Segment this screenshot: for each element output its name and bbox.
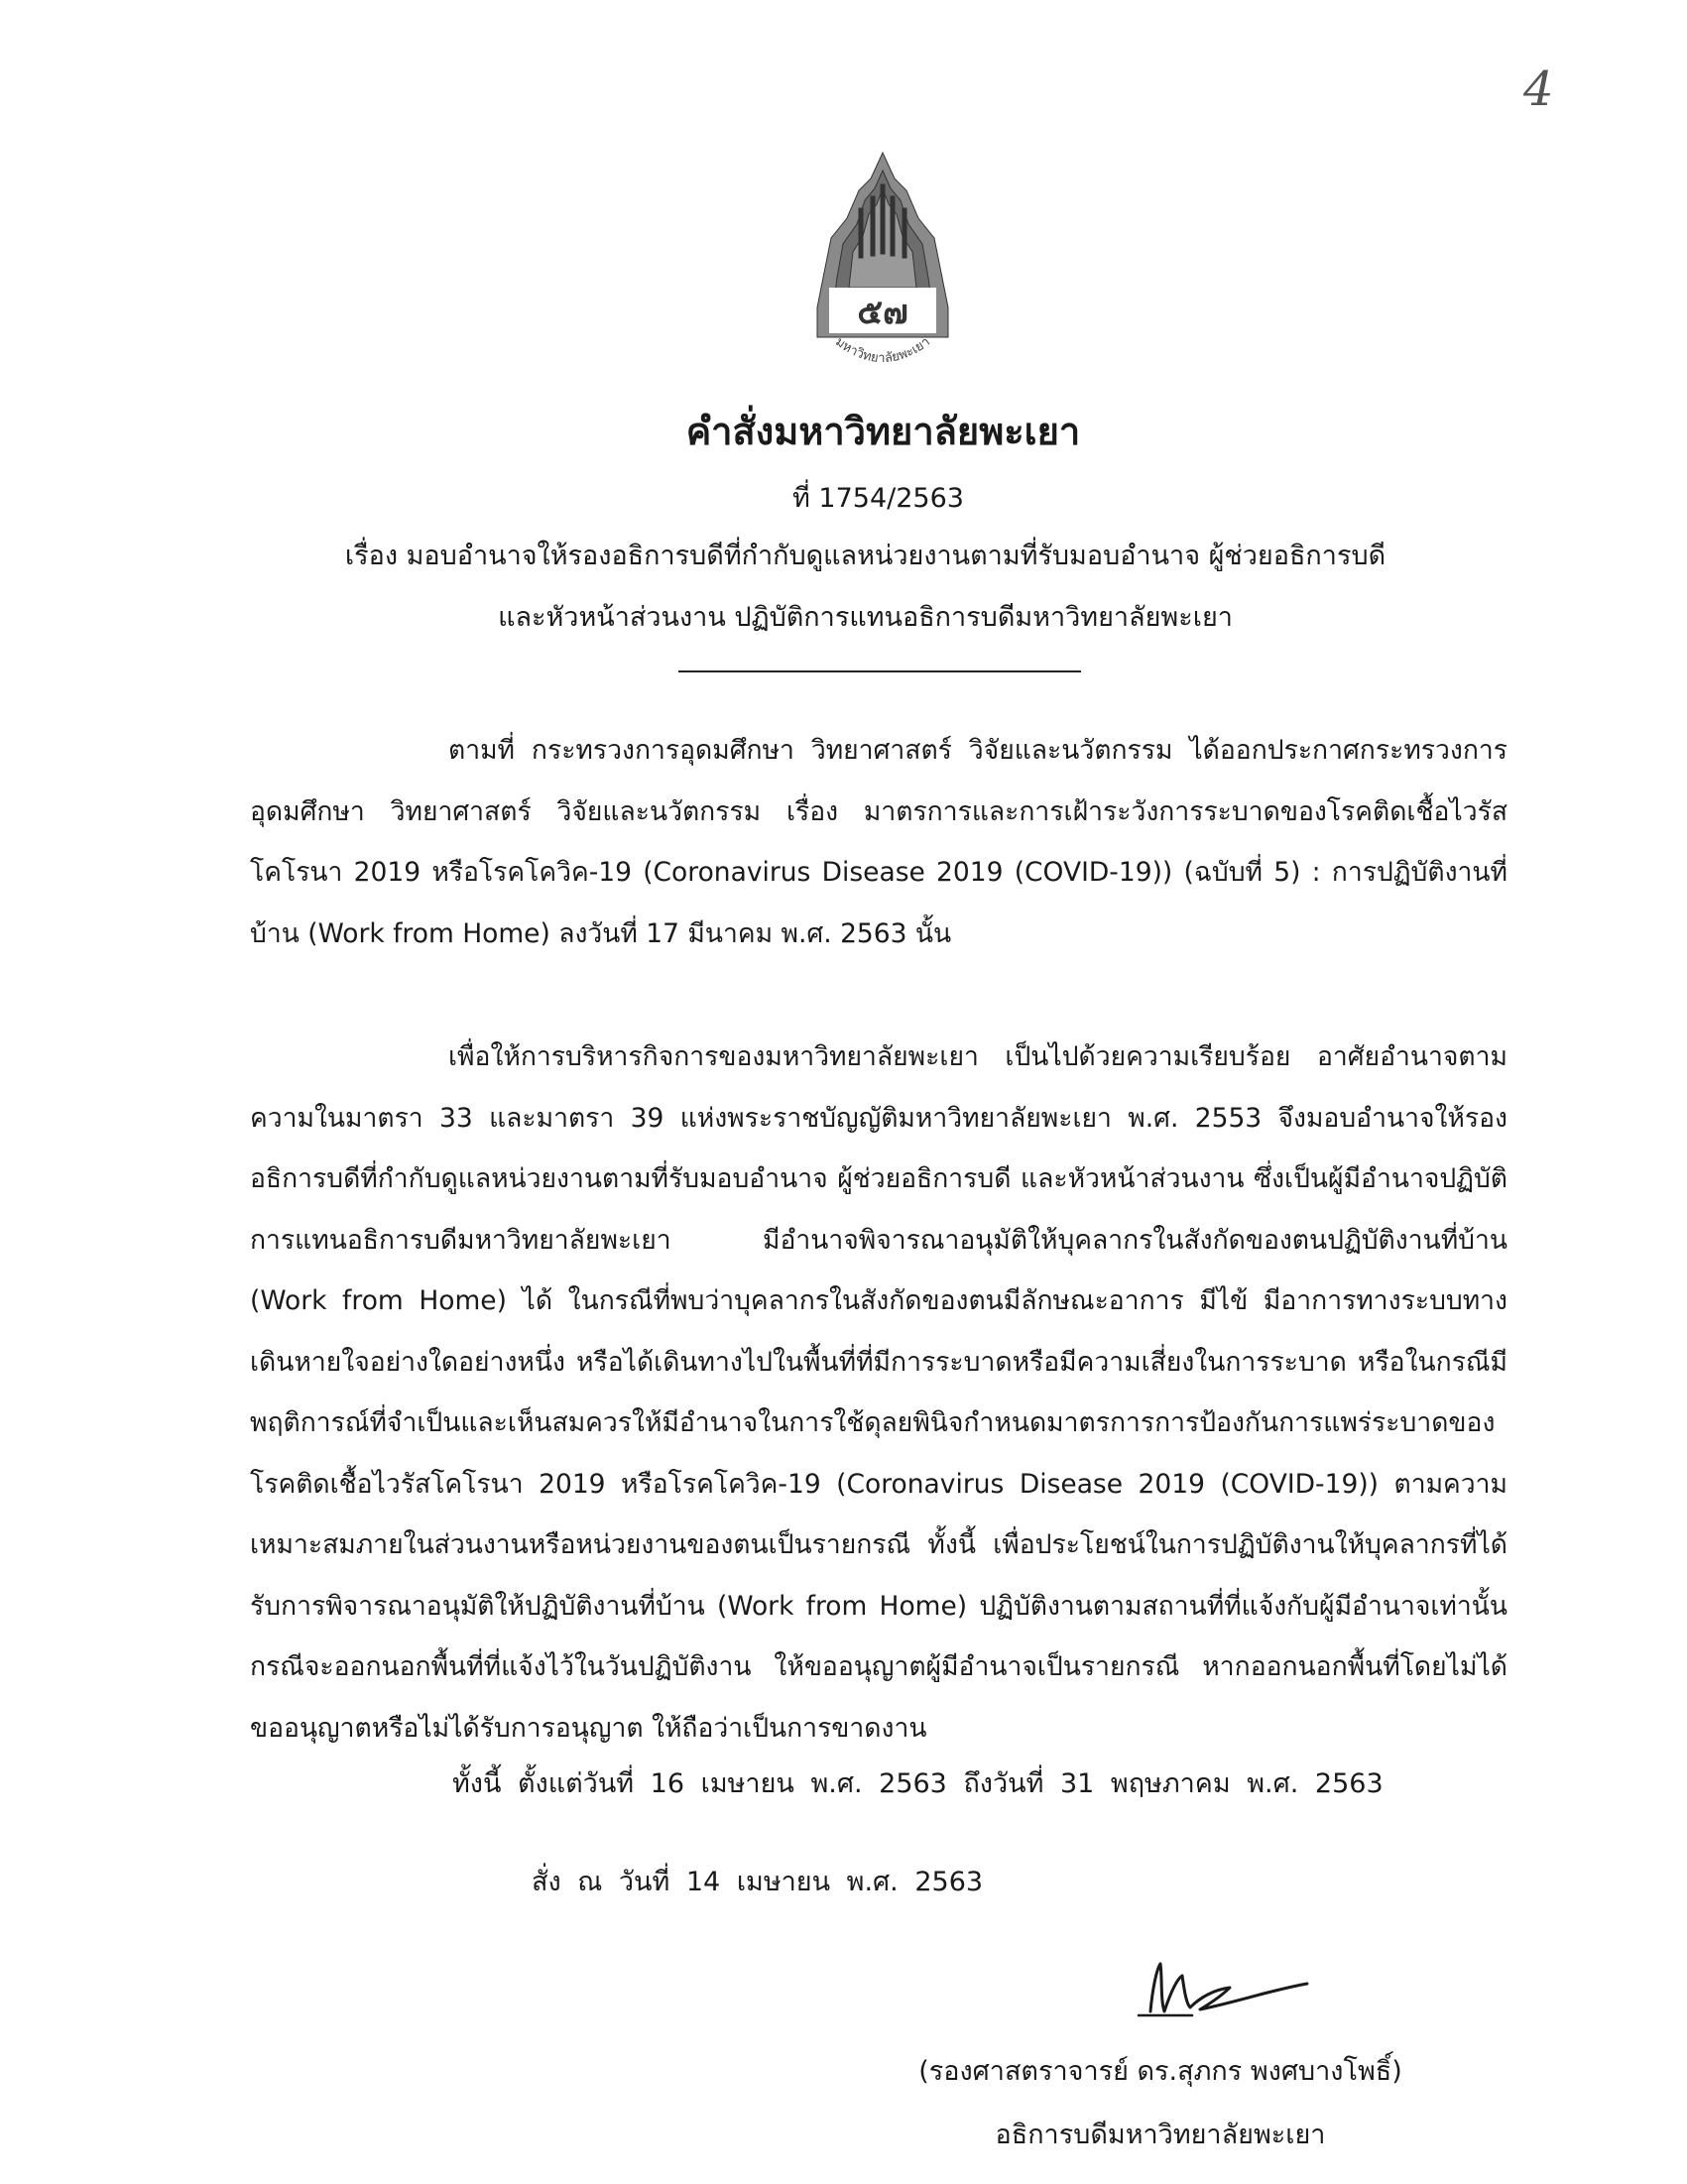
signer-name: (รองศาสตราจารย์ ดร.สุภกร พงศบางโพธิ์) xyxy=(918,2056,1402,2087)
paragraph-1-text: ตามที่ กระทรวงการอุดมศึกษา วิทยาศาสตร์ วิจัยและนวัตกรรม ได้ออกประกาศกระทรวงการอุดมศึกษา วิทยาศาสตร์ วิจัยและนวัตกรรม เรื่อง มาตรการและการเฝ้าระวังการระบาดของโรคติดเชื้อไวรัสโคโรนา 2019 หรือโรคโควิค-19 (Coronavirus Disease 2019 (COVID-19)) (ฉบับที่ 5) : การปฏิบัติงานที่บ้าน (Work from Home) ลงวันที่ 17 มีนาคม พ.ศ. 2563 นั้น xyxy=(250,735,1507,949)
svg-text:มหาวิทยาลัยพะเยา: มหาวิทยาลัยพะเยา xyxy=(832,334,933,367)
document-title: คำสั่งมหาวิทยาลัยพะเยา xyxy=(685,410,1081,453)
university-seal-icon xyxy=(803,149,962,377)
handwritten-signature-icon xyxy=(1131,1950,1319,2029)
svg-text:๕๗: ๕๗ xyxy=(857,293,908,332)
paragraph-1 xyxy=(250,720,1507,964)
signer-position: อธิการบดีมหาวิทยาลัยพะเยา xyxy=(995,2120,1326,2150)
issue-date: สั่ง ณ วันที่ 14 เมษายน พ.ศ. 2563 xyxy=(532,1867,984,1897)
order-number: ที่ 1754/2563 xyxy=(792,483,964,514)
header-divider xyxy=(678,670,1081,672)
effective-period: ทั้งนี้ ตั้งแต่วันที่ 16 เมษายน พ.ศ. 2563 ถึงวันที่ 31 พฤษภาคม พ.ศ. 2563 xyxy=(452,1768,1384,1799)
page-number: 4 xyxy=(1523,61,1554,117)
paragraph-2 xyxy=(250,1027,1507,1759)
paragraph-2-text: เพื่อให้การบริหารกิจการของมหาวิทยาลัยพะเยา เป็นไปด้วยความเรียบร้อย อาศัยอำนาจตามความในมาตรา 33 และมาตรา 39 แห่งพระราชบัญญัติมหาวิทยาลัยพะเยา พ.ศ. 2553 จึงมอบอำนาจให้รองอธิการบดีที่กำกับดูแลหน่วยงานตามที่รับมอบอำนาจ ผู้ช่วยอธิการบดี และหัวหน้าส่วนงาน ซึ่งเป็นผู้มีอำนาจปฏิบัติการแทนอธิการบดีมหาวิทยาลัยพะเยา มีอำนาจพิจารณาอนุมัติให้บุคลากรในสังกัดของตนปฏิบัติงานที่บ้าน (Work from Home) ได้ ในกรณีที่พบว่าบุคลากรในสังกัดของตนมีลักษณะอาการ มีไข้ มีอาการทางระบบทางเดินหายใจอย่างใดอย่างหนึ่ง หรือได้เดินทางไปในพื้นที่ที่มีการระบาดหรือมีความเสี่ยงในการระบาด หรือในกรณีมีพฤติการณ์ที่จำเป็นและเห็นสมควรให้มีอำนาจในการใช้ดุลยพินิจกำหนดมาตรการการป้องกันการแพร่ระบาดของโรคติดเชื้อไวรัสโคโรนา 2019 หรือโรคโควิค-19 (Coronavirus Disease 2019 (COVID-19)) ตามความเหมาะสมภายในส่วนงานหรือหน่วยงานของตนเป็นรายกรณี ทั้งนี้ เพื่อประโยชน์ในการปฏิบัติงานให้บุคลากรที่ได้รับการพิจารณาอนุมัติให้ปฏิบัติงานที่บ้าน (Work from Home) ปฏิบัติงานตามสถานที่ที่แจ้งกับผู้มีอำนาจเท่านั้น กรณีจะออกนอกพื้นที่ที่แจ้งไว้ในวันปฏิบัติงาน ให้ขออนุญาตผู้มีอำนาจเป็นรายกรณี หากออกนอกพื้นที่โดยไม่ได้ขออนุญาตหรือไม่ได้รับการอนุญาต ให้ถือว่าเป็นการขาดงาน xyxy=(250,1041,1507,1744)
subject-line-1: เรื่อง มอบอำนาจให้รองอธิการบดีที่กำกับดูแลหน่วยงานตามที่รับมอบอำนาจ ผู้ช่วยอธิการบดี xyxy=(344,541,1386,571)
subject-line-2: และหัวหน้าส่วนงาน ปฏิบัติการแทนอธิการบดีมหาวิทยาลัยพะเยา xyxy=(498,602,1233,633)
